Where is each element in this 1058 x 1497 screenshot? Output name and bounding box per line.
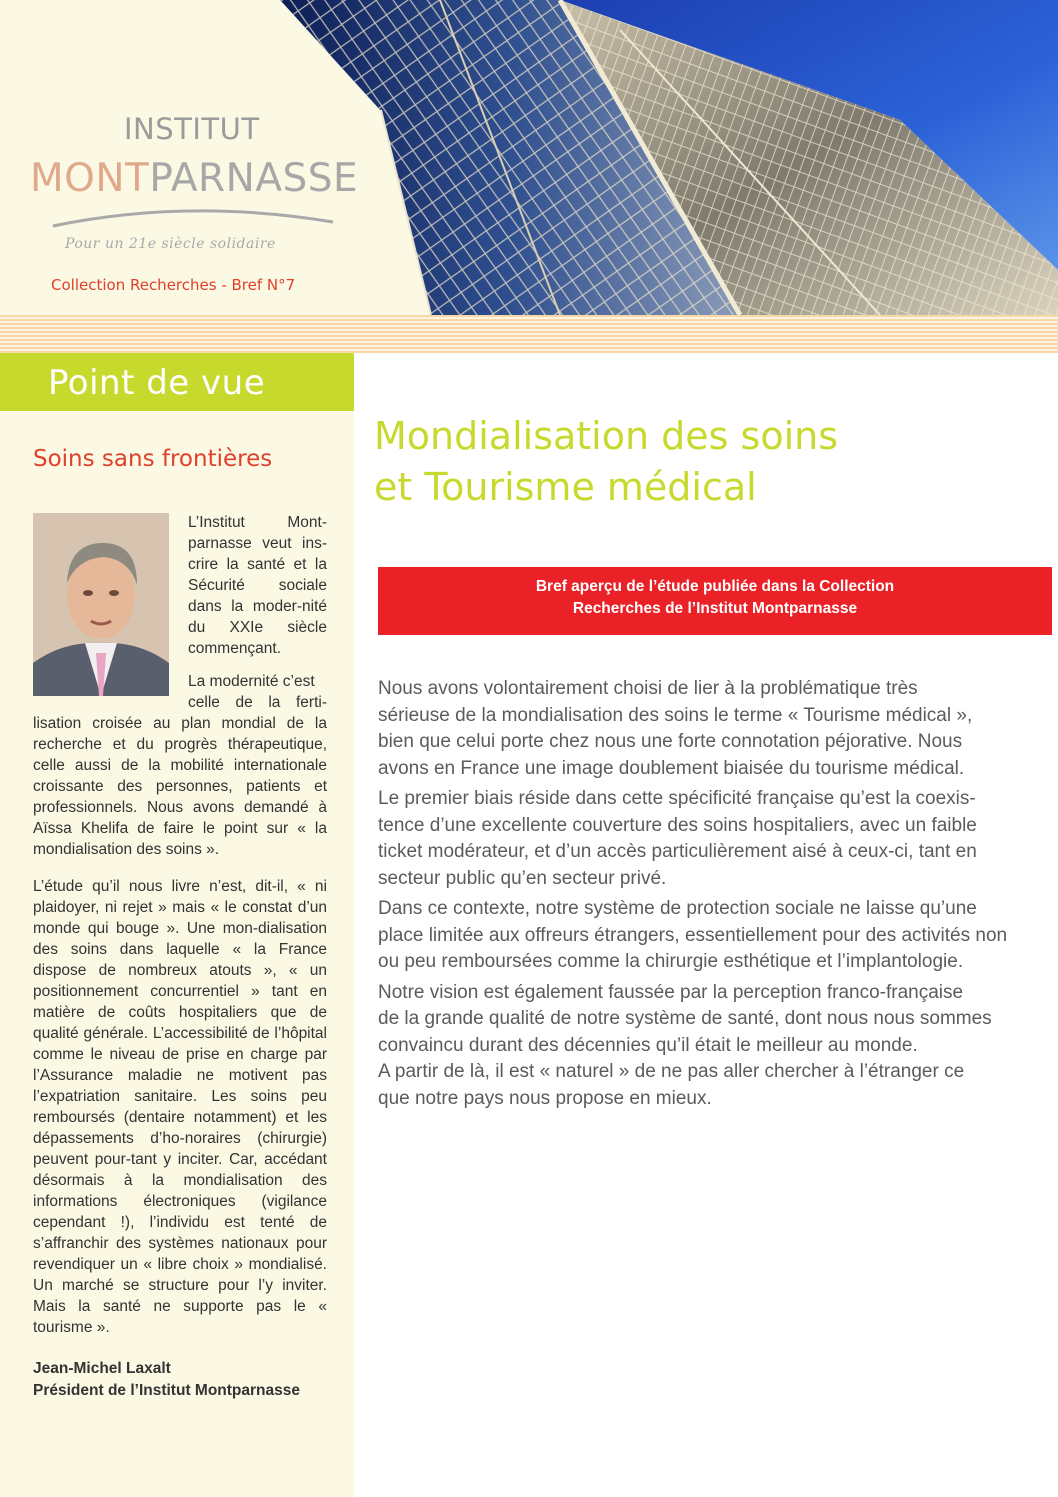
body-line: que notre pays nous propose en mieux. — [378, 1087, 712, 1109]
section-label: Point de vue — [48, 363, 266, 403]
body-line: Nous avons volontairement choisi de lier à la problématique très — [378, 678, 918, 699]
body-line: tence d’une excellente couverture des soins hospitaliers, avec un faible — [378, 814, 977, 836]
body-paragraph-4 — [378, 980, 1010, 1113]
body-line: Le premier biais réside dans cette spécificité française qu’est la coexis- — [378, 788, 976, 809]
body-line: sérieuse de la mondialisation des soins le terme « Tourisme médical », — [378, 704, 973, 726]
body-line: A partir de là, il est « naturel » de ne pas aller chercher à l’étranger ce — [378, 1061, 965, 1082]
logo-swoosh-icon — [48, 204, 338, 234]
banner-line2: Recherches de l’Institut Montparnasse — [572, 600, 858, 617]
logo-institut: INSTITUT — [124, 112, 260, 146]
collection-label: Collection Recherches - Bref N°7 — [51, 276, 296, 294]
body-paragraph-2 — [378, 786, 1010, 892]
signature — [33, 1358, 300, 1402]
body-line: ou peu remboursées comme la chirurgie esthétique et l’implantologie. — [378, 951, 964, 972]
sidebar-subtitle: Soins sans frontières — [33, 446, 273, 472]
banner-line1: Bref aperçu de l’étude publiée dans la Collection — [535, 578, 895, 595]
intro-paragraph: L’Institut Mont-parnasse veut ins-crire la santé et la Sécurité sociale dans la moder-nité du XXIe siècle commençant. — [188, 514, 327, 657]
signature-name: Jean-Michel Laxalt — [33, 1360, 171, 1377]
modernity-line2: celle de la ferti- — [188, 694, 327, 711]
modernity-line1: La modernité c’est — [188, 673, 315, 690]
body-line: ticket modérateur, et d’un accès particulièrement aisé à ceux-ci, tant en — [378, 841, 977, 862]
body-paragraph-1 — [378, 676, 1010, 782]
logo-montparnasse — [30, 156, 358, 201]
article-body — [378, 676, 1010, 1116]
body-paragraph-3 — [378, 896, 1010, 976]
page-title — [374, 411, 838, 513]
logo-parnasse: PARNASSE — [149, 156, 359, 201]
title-line1: Mondialisation des soins — [374, 414, 839, 458]
body-line: Notre vision est également faussée par la perception franco-française — [378, 981, 964, 1003]
study-paragraph: L’étude qu’il nous livre n’est, dit-il, « ni plaidoyer, ni rejet » mais « le constat d’un monde qui bouge ». Une mon-dialisation des soins dans laquelle « la France dispose de nombreux atouts », « un positionnement concurrentiel » tant en matière de coûts hospitaliers que de qualité générale. L’accessibilité de l’hôpital comme le niveau de prise en charge par l’Assurance maladie ne motivent pas l’expatriation sanitaire. Les soins peu remboursés (dentaire notamment) et les dépassements d’ho-noraires (chirurgie) peuvent pour-tant y inciter. Car, accédant désormais à la mondialisation des informations électroniques (vigilance cependant !), l’individu est tenté de s’affranchir des systèmes nationaux pour revendiquer un « libre choix » mondialisé. Un marché se structure pour l’y inviter. Mais la santé ne supporte pas le « tourisme ». — [33, 878, 327, 1336]
body-line: bien que celui porte chez nous une forte connotation péjorative. Nous — [378, 731, 963, 752]
section-banner — [0, 353, 354, 411]
decorative-stripes — [0, 315, 1058, 353]
body-line: secteur public qu’en secteur privé. — [378, 867, 667, 889]
signature-role: Président de l’Institut Montparnasse — [33, 1382, 300, 1399]
author-portrait — [33, 513, 169, 696]
body-line: de la grande qualité de notre système de santé, dont nous nous sommes — [378, 1008, 992, 1029]
logo-tagline: Pour un 21e siècle solidaire — [65, 236, 276, 252]
logo-mont: MONT — [30, 156, 150, 201]
body-line: convaincu durant des décennies qu’il était le meilleur au monde. — [378, 1034, 918, 1056]
body-line: Dans ce contexte, notre système de protection sociale ne laisse qu’une — [378, 898, 977, 919]
body-line: place limitée aux offreurs étrangers, essentiellement pour des activités non — [378, 924, 1008, 946]
modernity-rest: lisation croisée au plan mondial de la recherche et du progrès thérapeutique, celle aussi de la mobilité internationale croissante des personnes, patients et professionnels. Nous avons demandé à Aïssa Khelifa de faire le point sur « la mondialisation des soins ». — [33, 715, 327, 858]
title-line2: et Tourisme médical — [374, 465, 757, 509]
modernity-paragraph — [33, 671, 327, 860]
body-line: avons en France une image doublement biaisée du tourisme médical. — [378, 757, 965, 779]
summary-banner — [378, 567, 1052, 635]
